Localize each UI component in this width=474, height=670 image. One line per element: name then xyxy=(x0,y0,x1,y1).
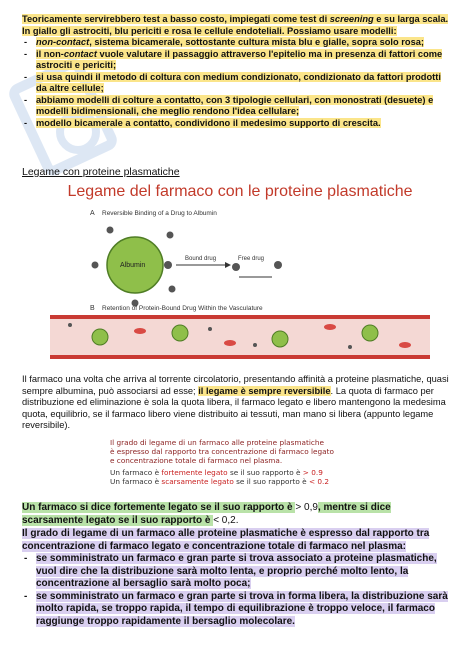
figure-title: Legame del farmaco con le proteine plasmatiche xyxy=(67,183,413,200)
panel-b-caption: Retention of Protein-Bound Drug Within the Vasculature xyxy=(102,305,263,312)
list-item: - modello bicamerale a contatto, condividono il medesimo supporto di crescita. xyxy=(22,118,454,130)
panel-a-label: A xyxy=(90,210,95,217)
free-drug-dot xyxy=(274,261,282,269)
binding-paragraph: Il farmaco una volta che arriva al torrente circolatorio, presentando affinità a proteine plasmatiche, quasi sempre albumina, può associarsi ad esse; il legame è sempre reversibile. La quota di farmaco per distribuzione ed eliminazione è sola la quota libera, il farmaco legato e libero mantengono la medesima quota, equilibrio, se il farmaco libero viene distribuito ai tessuti, man mano si libera (appunto legame reversibile). xyxy=(22,374,449,430)
degree-list xyxy=(22,553,454,628)
binding-figure xyxy=(40,183,440,368)
formula-line: Il grado di legame di un farmaco alle proteine plasmatiche xyxy=(110,438,324,447)
bound-drug-dot xyxy=(167,232,174,239)
list-item: - non-contact, sistema bicamerale, sottostante cultura mista blu e gialle, sopra solo rosa; xyxy=(22,37,454,49)
free-drug-label: Free drug xyxy=(238,256,265,262)
panel-a-caption: Reversible Binding of a Drug to Albumin xyxy=(102,210,217,217)
list-item: - se somministrato un farmaco e gran parte si trova in forma libera, la distribuzione sarà molto rapida, se troppo rapida, il tempo di equilibrazione è troppo veloce, il farmaco raggiunge troppo rapidamente il bersaglio molecolare. xyxy=(22,591,454,629)
formula-line: Un farmaco è fortemente legato se il suo rapporto è > 0.9 xyxy=(110,468,323,477)
red-blood-cell xyxy=(224,340,236,346)
vessel-wall-top xyxy=(50,315,430,319)
bound-drug-label: Bound drug xyxy=(185,256,217,262)
list-item: - si usa quindi il metodo di coltura con medium condizionato, condizionato da fattori prodotti da altre cellule; xyxy=(22,72,454,95)
ratio-paragraph: Un farmaco si dice fortemente legato se il suo rapporto è > 0,9, mentre si dice scarsamente legato se il suo rapporto è < 0,2. xyxy=(22,502,391,526)
degree-paragraph: Il grado di legame di un farmaco alle proteine plasmatiche è espresso dal rapporto tra concentrazione di farmaco legato e concentrazione totale di farmaco nel plasma: - se somministrato un farmaco e gran parte si trova associato a proteine plasmatiche, vuol dire che la distribuzione sarà molto lenta, e proprio perché molto lento, la concentrazione al bersaglio sarà molto poca; - se somministrato un farmaco e gran parte si trova in forma libera, la distribuzione sarà molto rapida, se troppo rapida, il tempo di equilibrazione è troppo veloce, il farmaco raggiunge troppo rapidamente il bersaglio molecolare. xyxy=(22,528,454,628)
formula-line: e concentrazione totale di farmaco nel plasma. xyxy=(110,456,283,465)
free-drug-dot xyxy=(232,263,240,271)
list-item: - il non-contact vuole valutare il passaggio attraverso l'epitelio ma in presenza di fattori come astrociti e periciti; xyxy=(22,49,454,72)
formula-line: è espresso dal rapporto tra concentrazione di farmaco legato xyxy=(110,447,334,456)
bound-drug-dot xyxy=(169,286,176,293)
albumin-in-vessel xyxy=(92,329,108,345)
panel-b-label: B xyxy=(90,305,95,312)
section-title: Legame con proteine plasmatiche xyxy=(22,166,180,178)
bound-drug-dot xyxy=(107,227,114,234)
albumin-in-vessel xyxy=(172,325,188,341)
list-item: - se somministrato un farmaco e gran parte si trova associato a proteine plasmatiche, vuol dire che la distribuzione sarà molto lenta, e proprio perché molto lento, la concentrazione al bersaglio sarà molto poca; xyxy=(22,553,454,591)
bound-drug-dot xyxy=(92,262,99,269)
vessel-wall-bottom xyxy=(50,355,430,359)
albumin-label: Albumin xyxy=(120,262,146,269)
bound-drug-dot xyxy=(164,261,172,269)
intro-paragraph: Teoricamente servirebbero test a basso costo, impiegati come test di screening e su larga scala. In giallo gli astrociti, blu periciti e rosa le cellule endoteliali. Possiamo usare modelli: - non-contact, sistema bicamerale, sottostante cultura mista blu e gialle, sopra solo rosa; - il non-contact vuole valutare il passaggio attraverso l'epitelio ma in presenza di fattori come astrociti e periciti; - si usa quindi il metodo di coltura con medium condizionato, condizionato da fattori prodotti da altre cellule; - abbiamo modelli di colture a contatto, con 3 tipologie cellulari, con monostrati (desuete) e modelli bidimensionali, che meglio rendono l'idea cellulare; - modello bicamerale a contatto, condividono il medesimo supporto di crescita. xyxy=(22,14,454,129)
red-blood-cell xyxy=(134,328,146,334)
albumin-in-vessel xyxy=(362,325,378,341)
formula-line: Un farmaco è scarsamente legato se il suo rapporto è < 0.2 xyxy=(110,477,330,486)
intro-list xyxy=(22,37,454,129)
red-blood-cell xyxy=(399,342,411,348)
list-item: - abbiamo modelli di colture a contatto, con 3 tipologie cellulari, con monostrati (desuete) e modelli bidimensionali, che meglio rendono l'idea cellulare; xyxy=(22,95,454,118)
figure-illustration xyxy=(40,205,440,365)
formula-box xyxy=(110,438,360,498)
albumin-in-vessel xyxy=(272,331,288,347)
red-blood-cell xyxy=(324,324,336,330)
